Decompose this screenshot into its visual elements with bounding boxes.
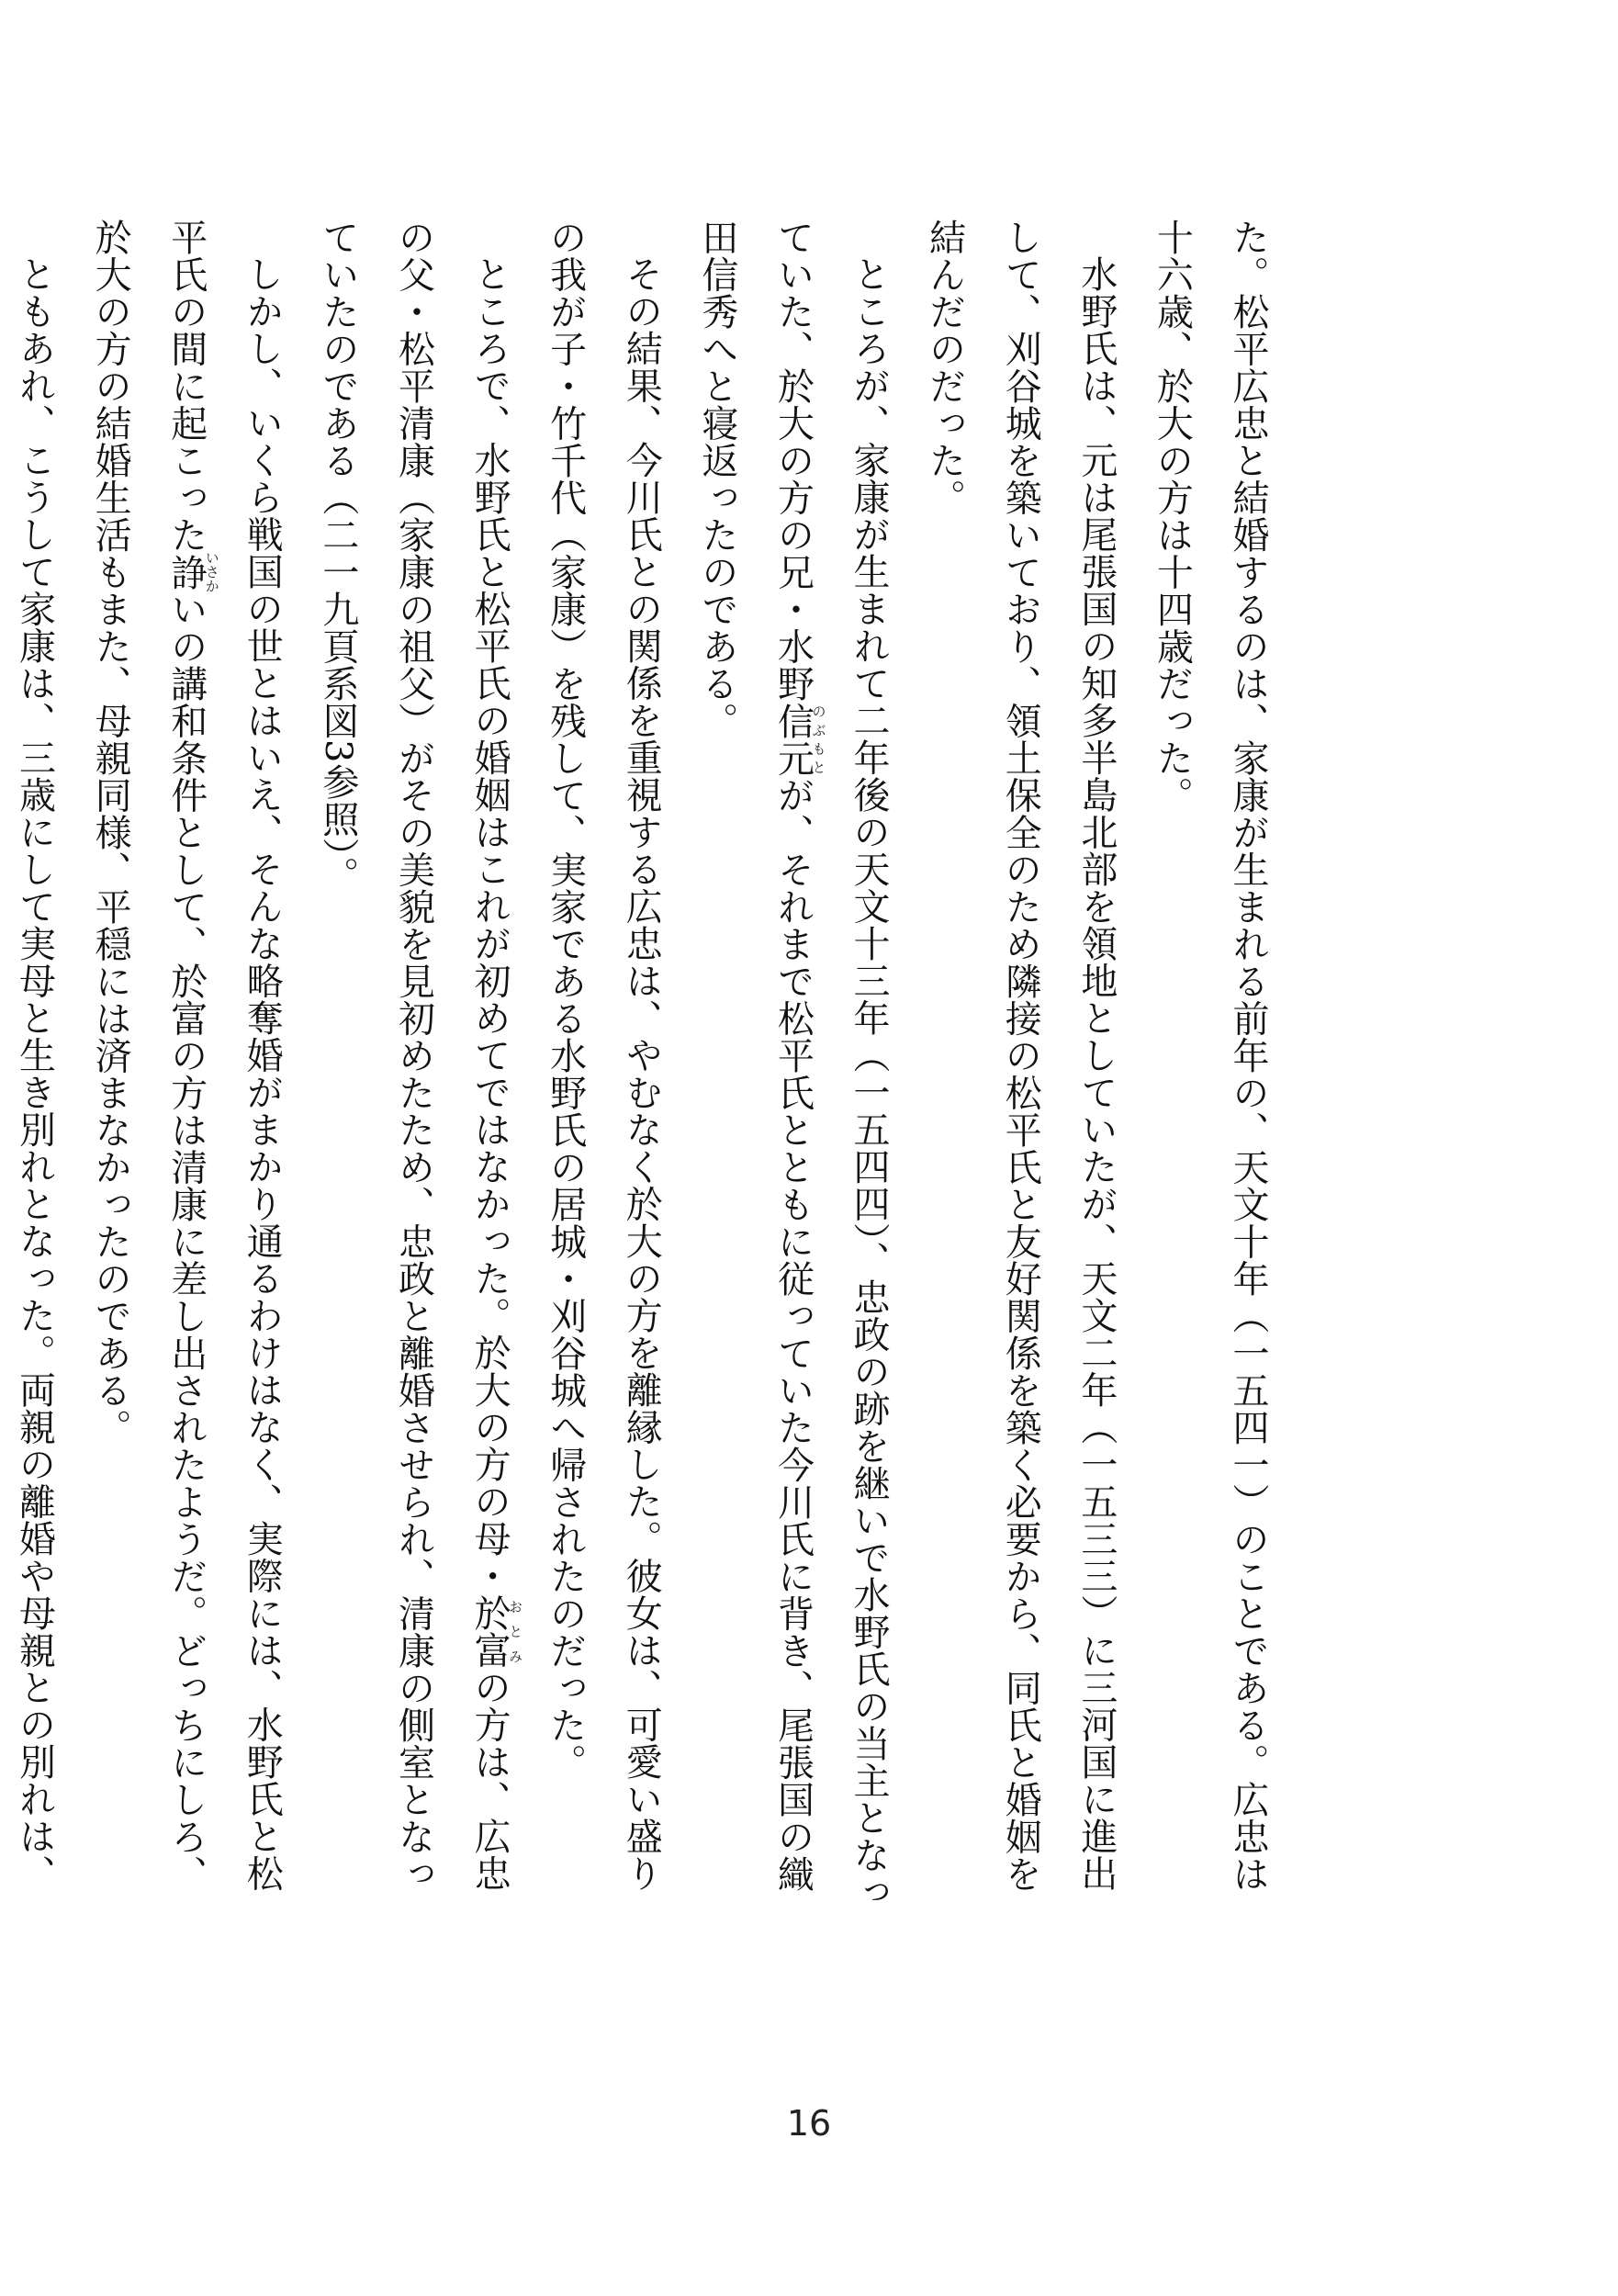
text-line-with-ruby: [755, 219, 831, 1991]
text-line: 十六歳、於大の方は十四歳だった。: [1151, 219, 1194, 814]
ruby-reading: おとみ: [507, 1594, 524, 1669]
text-line: ていたのである（二一九頁系図3参照）。: [316, 219, 359, 894]
text-line: ところが、家康が生まれて二年後の天文十三年（一五四四）、忠政の跡を継いで水野氏の当主となっ: [848, 255, 891, 1911]
text-line-with-ruby: [451, 219, 527, 1991]
text-line: の我が子・竹千代（家康）を残して、実家である水野氏の居城・刈谷城へ帰されたのだった。: [544, 219, 587, 1781]
text-segment: 平氏の間に起こった: [164, 219, 208, 554]
ruby-base: 諍: [164, 550, 208, 593]
ruby-reading: のぶもと: [810, 702, 827, 777]
text-line: 水野氏は、元は尾張国の知多半島北部を領地としていたが、天文二年（一五三三）に三河国に進出: [1074, 255, 1118, 1892]
ruby-reading: いさか: [203, 550, 220, 593]
ruby-annotation: [164, 550, 220, 593]
text-line: 於大の方の結婚生活もまた、母親同様、平穏には済まなかったのである。: [89, 219, 132, 1446]
vertical-text-body: [13, 219, 1286, 1991]
text-segment: いの講和条件として、於富の方は清康に差し出されたようだ。どっちにしろ、: [164, 591, 208, 1893]
text-line: しかし、いくら戦国の世とはいえ、そんな略奪婚がまかり通るわけはなく、実際には、水野氏と松: [241, 255, 284, 1892]
text-line: 結んだのだった。: [923, 219, 966, 516]
text-line: して、刈谷城を築いており、領土保全のため隣接の松平氏と友好関係を築く必要から、同氏と婚姻を: [999, 219, 1042, 1893]
text-line-with-ruby: [148, 219, 224, 1991]
text-line: た。松平広忠と結婚するのは、家康が生まれる前年の、天文十年（一五四一）のことである。広忠は: [1227, 219, 1269, 1893]
text-segment: の方は、広忠: [468, 1669, 511, 1892]
text-segment: が、それまで松平氏とともに従っていた今川氏に背き、尾張国の織: [771, 776, 815, 1893]
text-segment: ところで、水野氏と松平氏の婚姻はこれが初めてではなかった。於大の方の母・: [468, 255, 511, 1594]
page-number: 16: [786, 2103, 832, 2144]
text-line: の父・松平清康（家康の祖父）がその美貌を見初めたため、忠政と離婚させられ、清康の側室となっ: [392, 219, 435, 1893]
text-line: その結果、今川氏との関係を重視する広忠は、やむなく於大の方を離縁した。彼女は、可愛い盛り: [620, 255, 663, 1892]
ruby-annotation: [771, 702, 827, 777]
text-line: 田信秀へと寝返ったのである。: [695, 219, 738, 739]
text-line: ともあれ、こうして家康は、三歳にして実母と生き別れとなった。両親の離婚や母親との別れは、: [13, 255, 56, 1892]
ruby-annotation: [468, 1594, 524, 1669]
text-segment: ていた、於大の方の兄・水野: [771, 219, 815, 703]
ruby-base: 信元: [771, 702, 815, 777]
ruby-base: 於富: [468, 1594, 511, 1669]
